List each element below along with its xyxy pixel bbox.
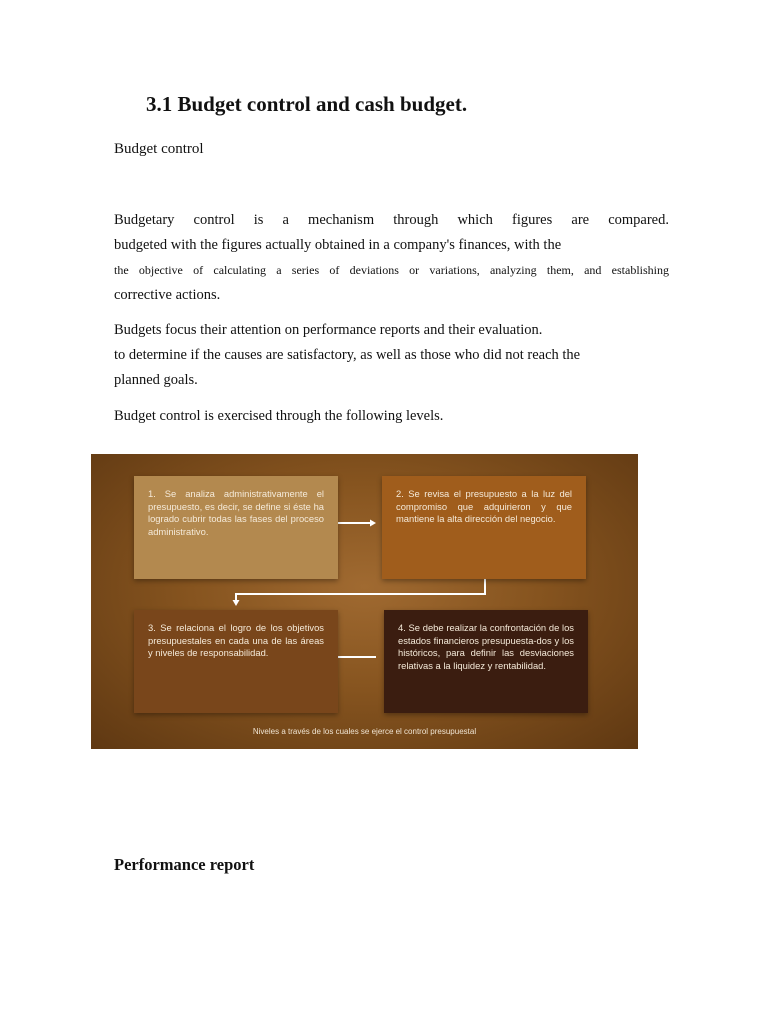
- level-2-box: 2. Se revisa el presupuesto a la luz del compromiso que adquirieron y que mantiene la alta dirección del negocio.: [382, 476, 586, 579]
- level-4-box: 4. Se debe realizar la confrontación de los estados financieros presupuesta-dos y los históricos, para definir las desviaciones relativas a la liquidez y rentabilidad.: [384, 610, 588, 713]
- section-heading-performance-report: Performance report: [114, 855, 255, 874]
- paragraph-levels-intro: [114, 404, 669, 429]
- document-title: 3.1 Budget control and cash budget.: [146, 92, 468, 116]
- paragraph-line: corrective actions.: [114, 287, 221, 303]
- paragraph-budgetary-control: [114, 208, 669, 308]
- paragraph-budgets-focus: [114, 318, 669, 393]
- level-1-box: 1. Se analiza administrativamente el presupuesto, es decir, se define si éste ha logrado cubrir todas las fases del proceso administrativo.: [134, 476, 338, 579]
- paragraph-line: budgeted with the figures actually obtained in a company's finances, with the: [114, 237, 562, 253]
- level-3-box: 3. Se relaciona el logro de los objetivos presupuestales en cada una de las áreas y niveles de responsabilidad.: [134, 610, 338, 713]
- paragraph-line: to determine if the causes are satisfactory, as well as those who did not reach the: [114, 347, 581, 363]
- arrow-right-icon: [370, 520, 376, 527]
- arrow-down-icon: [233, 600, 240, 606]
- paragraph-line: Budget control is exercised through the following levels.: [114, 408, 444, 424]
- figure-caption: Niveles a través de los cuales se ejerce el control presupuestal: [252, 727, 477, 736]
- paragraph-line: planned goals.: [114, 372, 198, 388]
- paragraph-line: the objective of calculating a series of deviations or variations, analyzing them, and establishing: [114, 263, 669, 277]
- paragraph-line: Budgetary control is a mechanism through which figures are compared.: [114, 212, 669, 228]
- budget-control-levels-figure: [91, 454, 638, 749]
- subtitle-budget-control: Budget control: [114, 141, 204, 157]
- paragraph-line: Budgets focus their attention on performance reports and their evaluation.: [114, 322, 543, 338]
